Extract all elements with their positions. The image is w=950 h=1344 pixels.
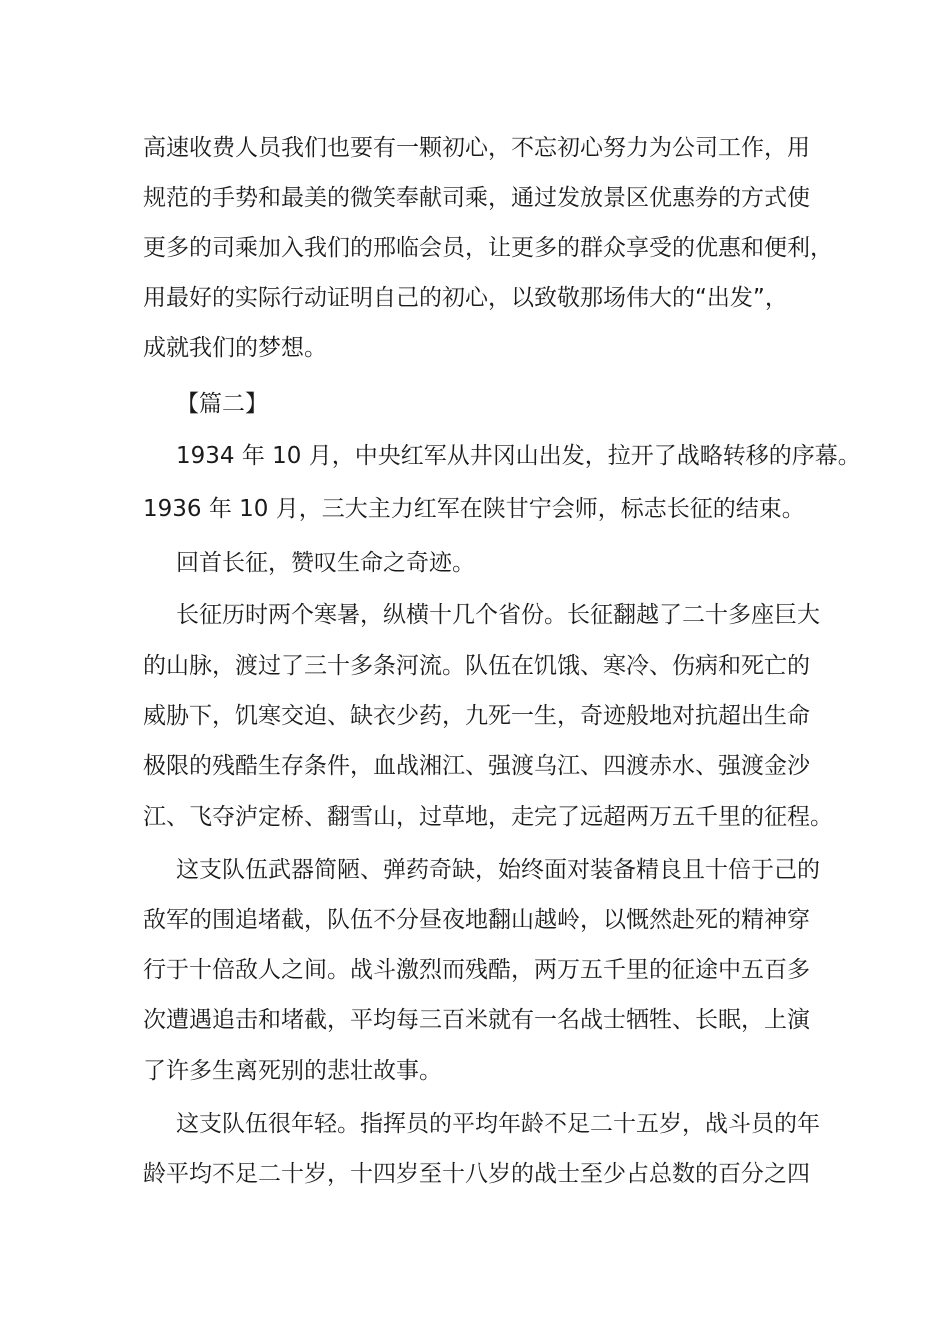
paragraph-5-line-1: 这支队伍武器简陋、弹药奇缺，始终面对装备精良且十倍于己的 bbox=[176, 857, 820, 883]
paragraph-2-line-1: 1934 年 10 月，中央红军从井冈山出发，拉开了战略转移的序幕。 bbox=[176, 443, 861, 469]
paragraph-1-line-2: 规范的手势和最美的微笑奉献司乘，通过发放景区优惠券的方式使 bbox=[143, 185, 810, 211]
paragraph-4-line-2: 的山脉，渡过了三十多条河流。队伍在饥饿、寒冷、伤病和死亡的 bbox=[143, 653, 810, 679]
paragraph-4-line-1: 长征历时两个寒暑，纵横十几个省份。长征翻越了二十多座巨大 bbox=[176, 602, 820, 628]
paragraph-1-line-5: 成就我们的梦想。 bbox=[143, 335, 327, 361]
paragraph-5-line-4: 次遭遇追击和堵截，平均每三百米就有一名战士牺牲、长眠，上演 bbox=[143, 1007, 810, 1033]
paragraph-6-line-1: 这支队伍很年轻。指挥员的平均年龄不足二十五岁，战斗员的年 bbox=[176, 1111, 820, 1137]
paragraph-5-line-3: 行于十倍敌人之间。战斗激烈而残酷，两万五千里的征途中五百多 bbox=[143, 957, 810, 983]
paragraph-5-line-2: 敌军的围追堵截，队伍不分昼夜地翻山越岭，以慨然赴死的精神穿 bbox=[143, 907, 810, 933]
paragraph-4-line-3: 威胁下，饥寒交迫、缺衣少药，九死一生，奇迹般地对抗超出生命 bbox=[143, 703, 810, 729]
paragraph-1-line-1: 高速收费人员我们也要有一颗初心，不忘初心努力为公司工作，用 bbox=[143, 135, 810, 161]
paragraph-1-line-3: 更多的司乘加入我们的邢临会员，让更多的群众享受的优惠和便利， bbox=[143, 235, 833, 261]
paragraph-4-line-5: 江、飞夺泸定桥、翻雪山，过草地，走完了远超两万五千里的征程。 bbox=[143, 804, 833, 830]
paragraph-6-line-2: 龄平均不足二十岁，十四岁至十八岁的战士至少占总数的百分之四 bbox=[143, 1161, 810, 1187]
paragraph-3-line-1: 回首长征，赞叹生命之奇迹。 bbox=[176, 550, 475, 576]
paragraph-2-line-2: 1936 年 10 月，三大主力红军在陕甘宁会师，标志长征的结束。 bbox=[143, 496, 805, 522]
paragraph-4-line-4: 极限的残酷生存条件，血战湘江、强渡乌江、四渡赤水、强渡金沙 bbox=[143, 753, 810, 779]
paragraph-5-line-5: 了许多生离死别的悲壮故事。 bbox=[143, 1058, 442, 1084]
section-heading: 【篇二】 bbox=[176, 391, 268, 417]
paragraph-1-line-4: 用最好的实际行动证明自己的初心，以致敬那场伟大的“出发”， bbox=[143, 285, 788, 311]
